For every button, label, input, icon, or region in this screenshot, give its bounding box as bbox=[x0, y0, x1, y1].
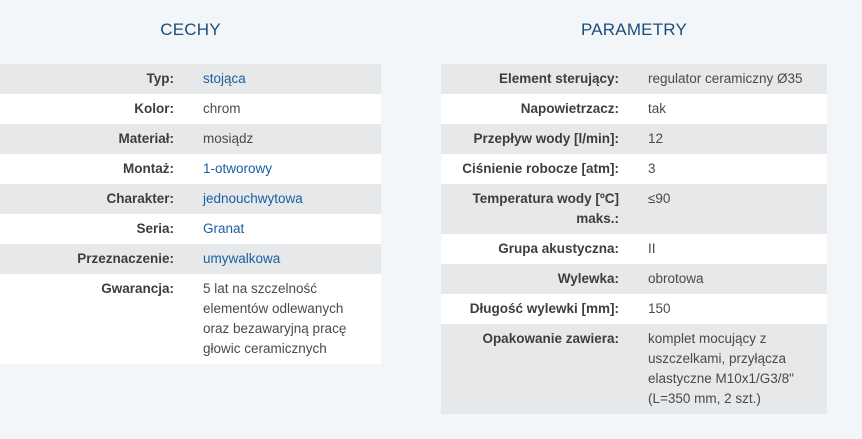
row-value: II bbox=[648, 234, 827, 264]
row-label: Napowietrzacz: bbox=[441, 94, 648, 124]
parametry-table bbox=[441, 64, 827, 414]
row-value: mosiądz bbox=[203, 124, 381, 154]
cechy-panel bbox=[0, 0, 381, 364]
table-row bbox=[441, 294, 827, 324]
parametry-title: PARAMETRY bbox=[580, 20, 688, 39]
row-label: Materiał: bbox=[0, 124, 203, 154]
row-value: komplet mocujący z uszczelkami, przyłącza elastyczne M10x1/G3/8" (L=350 mm, 2 szt.) bbox=[648, 324, 827, 414]
row-label: Wylewka: bbox=[441, 264, 648, 294]
row-value: chrom bbox=[203, 94, 381, 124]
table-row bbox=[441, 264, 827, 294]
row-value-link[interactable]: umywalkowa bbox=[203, 244, 381, 274]
table-row bbox=[441, 324, 827, 414]
row-label: Gwarancja: bbox=[0, 274, 203, 364]
table-row bbox=[0, 94, 381, 124]
row-label: Typ: bbox=[0, 64, 203, 94]
row-label: Opakowanie zawiera: bbox=[441, 324, 648, 414]
table-row bbox=[441, 124, 827, 154]
row-value-link[interactable]: 1-otworowy bbox=[203, 154, 381, 184]
row-label: Przeznaczenie: bbox=[0, 244, 203, 274]
cechy-table bbox=[0, 64, 381, 364]
table-row bbox=[0, 274, 381, 364]
row-label: Grupa akustyczna: bbox=[441, 234, 648, 264]
row-label: Element sterujący: bbox=[441, 64, 648, 94]
table-row bbox=[0, 64, 381, 94]
row-value: 12 bbox=[648, 124, 827, 154]
table-row bbox=[0, 184, 381, 214]
row-label: Seria: bbox=[0, 214, 203, 244]
row-value-link[interactable]: stojąca bbox=[203, 64, 381, 94]
row-value: tak bbox=[648, 94, 827, 124]
row-label: Kolor: bbox=[0, 94, 203, 124]
row-label: Przepływ wody [l/min]: bbox=[441, 124, 648, 154]
row-value: 3 bbox=[648, 154, 827, 184]
table-row bbox=[0, 154, 381, 184]
table-row bbox=[0, 214, 381, 244]
parametry-panel bbox=[441, 0, 827, 414]
table-row bbox=[441, 94, 827, 124]
row-value: 5 lat na szczelność elementów odlewanych oraz bezawaryjną pracę głowic ceramicznych bbox=[203, 274, 381, 364]
row-label: Temperatura wody [ºC] maks.: bbox=[441, 184, 648, 234]
row-value: 150 bbox=[648, 294, 827, 324]
cechy-title: CECHY bbox=[160, 20, 221, 39]
table-row bbox=[441, 184, 827, 234]
row-label: Ciśnienie robocze [atm]: bbox=[441, 154, 648, 184]
table-row bbox=[441, 154, 827, 184]
row-value: obrotowa bbox=[648, 264, 827, 294]
row-label: Charakter: bbox=[0, 184, 203, 214]
row-value-link[interactable]: Granat bbox=[203, 214, 381, 244]
table-row bbox=[0, 124, 381, 154]
row-value: regulator ceramiczny Ø35 bbox=[648, 64, 827, 94]
table-row bbox=[441, 234, 827, 264]
row-value-link[interactable]: jednouchwytowa bbox=[203, 184, 381, 214]
row-label: Długość wylewki [mm]: bbox=[441, 294, 648, 324]
row-label: Montaż: bbox=[0, 154, 203, 184]
table-row bbox=[0, 244, 381, 274]
table-row bbox=[441, 64, 827, 94]
row-value: ≤90 bbox=[648, 184, 827, 234]
